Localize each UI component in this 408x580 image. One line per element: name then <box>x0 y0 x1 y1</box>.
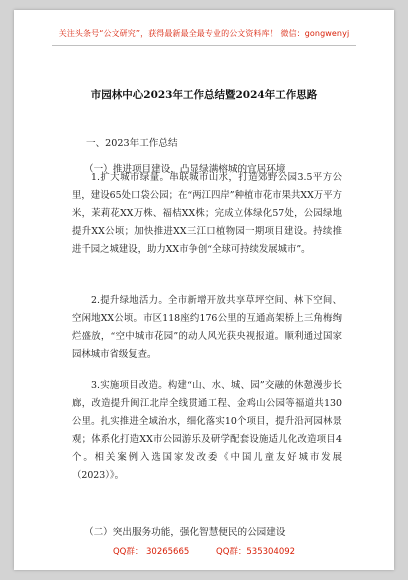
footer-qq-group: QQ群： 30265665 <box>112 547 190 557</box>
header-note: 关注头条号“公文研究”，获得最新最全最专业的公文资料库！ 微信：gongwenyj <box>58 29 350 38</box>
subsection-heading: （一）推进项目建设，凸显绿满榕城的宜居环境 <box>84 164 286 175</box>
header-divider <box>52 45 356 46</box>
document-title: 市园林中心2023年工作总结暨2024年工作思路 <box>90 89 318 101</box>
subsection-heading: （二）突出服务功能，强化智慧便民的公园建设 <box>84 527 286 538</box>
footer <box>14 545 394 557</box>
paragraph: 1.扩大城市绿量。串联城市山水，打造郊野公园3.5平方公里，建设65处口袋公园；在“两江四岸”种植市花市果共XX万平方米，茉莉花XX万株、福桔XX株；完成立体绿化57处，公园绿地提升XX公顷；加快推进XX三江口植物园一期项目建设。持续推进千园之城建设，助力XX市争创“全球可持续发展城市”。 <box>72 172 342 255</box>
paragraph: 3.实施项目改造。构建“山、水、城、园”交融的休憩漫步长廊，改造提升闽江北岸全线贯通工程、金鸡山公园等福道共130公里。扎实推进全域治水，细化落实10个项目，提升沿河园林景观；体系化打造XX市公园游乐及研学配套设施适儿化改造项目4个。相关案例入选国家发改委《中国儿童友好城市发展（2023）》。 <box>72 380 342 481</box>
paragraph: 2.提升绿地活力。全市新增开放共享草坪空间、林下空间、空闲地XX公顷。市区118座约176公里的互通高架桥上三角梅绚烂盛放，“空中城市花园”的动人风光获央视报道。顺利通过国家园林城市省级复查。 <box>72 295 342 360</box>
document-page <box>14 10 394 570</box>
footer-qq-group: QQ群：535304092 <box>216 547 296 557</box>
section-heading: 一、2023年工作总结 <box>86 138 178 149</box>
